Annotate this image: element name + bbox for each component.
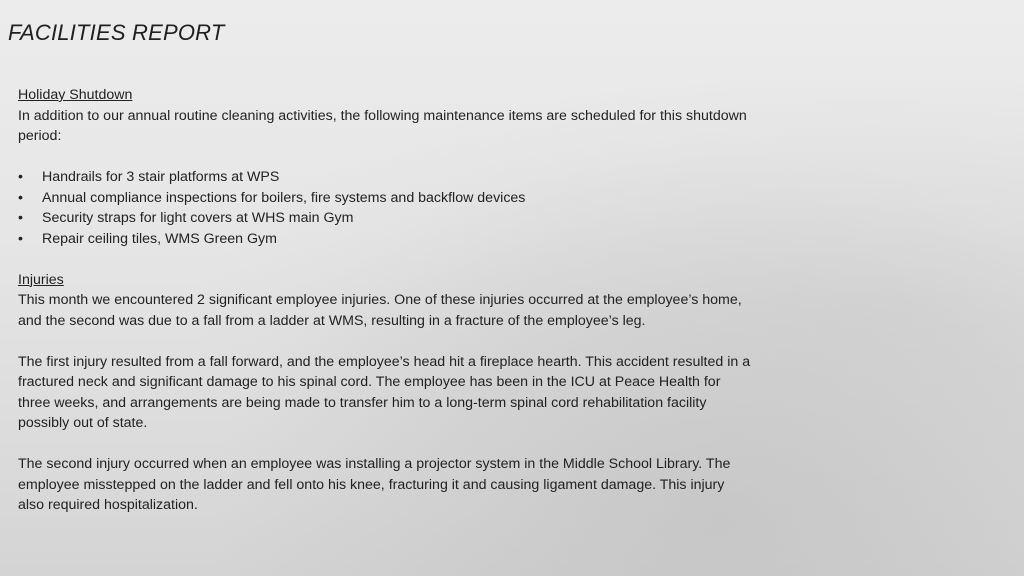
list-item (18, 229, 753, 250)
holiday-shutdown-intro: In addition to our annual routine cleaning activities, the following maintenance items are scheduled for this shutdown period: (18, 107, 747, 144)
list-item-text: Handrails for 3 stair platforms at WPS (42, 169, 280, 185)
list-item-text: Security straps for light covers at WHS main Gym (42, 210, 354, 226)
spacer (18, 249, 753, 270)
maintenance-items-list (18, 167, 753, 249)
list-item-text: Repair ceiling tiles, WMS Green Gym (42, 230, 277, 247)
holiday-shutdown-heading: Holiday Shutdown (18, 87, 133, 103)
bullet-icon: • (18, 230, 23, 247)
spacer (18, 147, 753, 168)
spacer (18, 331, 753, 352)
injuries-paragraph: The second injury occurred when an employee was installing a projector system in the Middle School Library. The employee misstepped on the ladder and fell onto his knee, fracturing it and causing ligament damage. This injury also required hospitalization. (18, 456, 731, 513)
report-body (18, 85, 753, 516)
injuries-paragraph: This month we encountered 2 significant employee injuries. One of these injuries occurred at the employee’s home, and the second was due to a fall from a ladder at WMS, resulting in a fracture of the employee’s leg. (18, 292, 742, 329)
bullet-icon: • (18, 210, 23, 226)
bullet-icon: • (18, 169, 23, 185)
page-title: FACILITIES REPORT (8, 20, 225, 45)
list-item-text: Annual compliance inspections for boilers, fire systems and backflow devices (42, 189, 526, 206)
spacer (18, 434, 753, 455)
bullet-icon: • (18, 189, 23, 206)
list-item (18, 167, 753, 188)
injuries-paragraph: The first injury resulted from a fall forward, and the employee’s head hit a fireplace hearth. This accident resulted in a fractured neck and significant damage to his spinal cord. The employee has been in the ICU at Peace Health for three weeks, and arrangements are being made to transfer him to a long-term spinal cord rehabilitation facility possibly out of state. (18, 353, 751, 431)
injuries-heading: Injuries (18, 271, 64, 288)
list-item (18, 188, 753, 209)
list-item (18, 208, 753, 229)
